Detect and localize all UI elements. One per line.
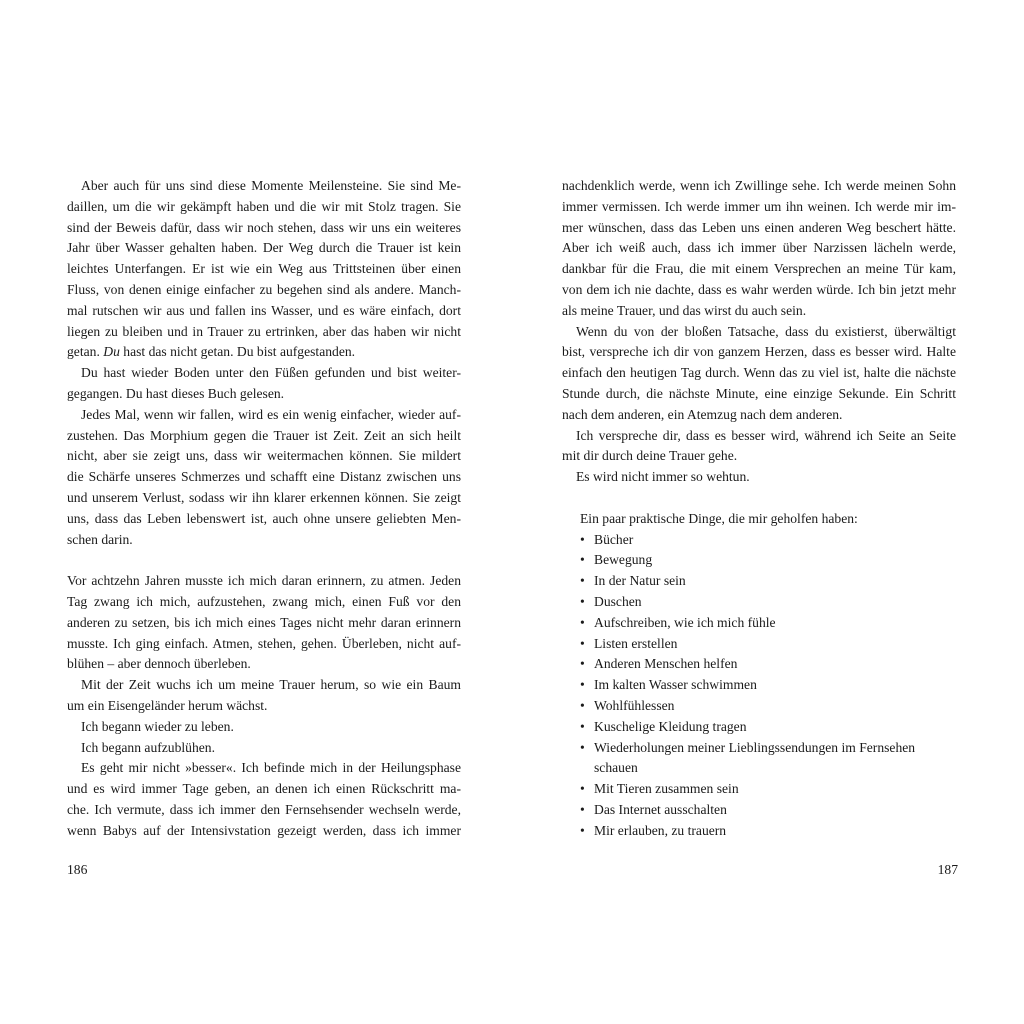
text-line: Stunde durch, die nächste Minute, eine einzige Sekunde. Ein Schritt (562, 385, 956, 401)
list-item-text: Das Internet ausschalten (594, 801, 727, 817)
helpful-things-list (562, 530, 956, 842)
text-line-emphasis (67, 342, 461, 363)
text-line: wenn Babys auf der Intensivstation gezeigt werden, dass ich immer (67, 822, 461, 838)
page-number-right: 187 (937, 862, 958, 877)
list-item (562, 779, 956, 800)
text-line: Ich verspreche dir, dass es besser wird, während ich Seite an Seite (576, 427, 956, 443)
text-line: Ich begann wieder zu leben. (81, 718, 234, 734)
text-line: nachdenklich werde, wenn ich Zwillinge sehe. Ich werde meinen Sohn (562, 178, 956, 193)
bullet-icon: • (580, 635, 585, 651)
left-page (67, 176, 461, 842)
list-item-text: Aufschreiben, wie ich mich fühle (594, 614, 776, 630)
list-item (562, 613, 956, 634)
text-line: zustehen. Das Morphium gegen die Trauer ist Zeit. Zeit an sich heilt (67, 427, 461, 443)
text-line: einfach den heutigen Tag durch. Wenn das zu viel ist, halte die nächste (562, 365, 956, 381)
list-item-text: Duschen (594, 593, 642, 609)
text-line: Aber ich weiß auch, dass ich immer über Narzissen lächeln werde, (562, 240, 956, 256)
text-line: Vor achtzehn Jahren musste ich mich daran erinnern, zu atmen. Jeden (67, 573, 461, 589)
text-line: che. Ich vermute, dass ich immer den Fernsehsender wechseln werde, (67, 801, 461, 817)
text-line: nicht, aber sie zeigt uns, dass wir weitermachen können. Sie mildert (67, 448, 461, 464)
text-line: Wenn du von der bloßen Tatsache, dass du existierst, überwältigt (576, 323, 956, 339)
text-line: Es wird nicht immer so wehtun. (576, 469, 750, 485)
text-line: Tag zwang ich mich, aufzustehen, zwang mich, einen Fuß vor den (67, 593, 461, 609)
bullet-icon: • (580, 614, 585, 630)
right-page (562, 176, 956, 842)
text-line: um ein Eisengeländer herum wächst. (67, 697, 268, 713)
bullet-icon: • (580, 801, 585, 817)
text-line: daillen, um die wir gekämpft haben und die wir mit Stolz tragen. Sie (67, 198, 461, 214)
text-line: die Schärfe unseres Schmerzes und schafft eine Distanz zwischen uns (67, 469, 461, 485)
list-item (562, 592, 956, 613)
text-line: liegen zu bleiben und in Trauer zu ertrinken, aber das haben wir nicht (67, 323, 461, 339)
list-item-text: Anderen Menschen helfen (594, 656, 738, 672)
text-line: uns, dass das Leben lebenswert ist, auch ohne unsere geliebten Men- (67, 510, 461, 526)
text-line: Fluss, von denen einige einfacher zu begehen sind als andere. Manch- (67, 281, 461, 297)
section-gap (67, 550, 461, 571)
list-item-text: Mit Tieren zusammen sein (594, 781, 739, 797)
text-line: immer vermissen. Ich werde immer um ihn weinen. Ich werde mir im- (562, 198, 956, 214)
bullet-icon: • (580, 531, 585, 547)
text-line: gegangen. Du hast dieses Buch gelesen. (67, 385, 285, 401)
text-line: musste. Ich ging einfach. Atmen, stehen, gehen. Überleben, nicht auf- (67, 635, 461, 651)
bullet-icon: • (580, 677, 585, 693)
text-line: Jahr über Wasser gehalten haben. Der Weg durch die Trauer ist kein (67, 240, 461, 256)
list-item-text: Mir erlauben, zu trauern (594, 822, 727, 838)
list-item (562, 530, 956, 551)
text-line: bist, verspreche ich dir von ganzem Herzen, dass es besser wird. Halte (562, 344, 956, 360)
list-item-text: Kuschelige Kleidung tragen (594, 718, 747, 734)
list-item-text: Wohlfühlessen (594, 697, 675, 713)
text-line: mit dir durch deine Trauer gehe. (562, 448, 738, 464)
text-line: schen darin. (67, 531, 133, 547)
list-item (562, 654, 956, 675)
text-line: und es wird immer Tage geben, an denen ich einen Rückschritt ma- (67, 781, 461, 797)
text-line: mer wünschen, dass das Leben uns einen anderen Weg beschert hätte. (562, 219, 956, 235)
text-line: sind der Beweis dafür, dass wir noch stehen, dass wir uns ein weiteres (67, 219, 461, 235)
list-item-text: In der Natur sein (594, 573, 686, 589)
list-item (562, 696, 956, 717)
text-line: leichtes Unterfangen. Er ist wie ein Weg aus Trittsteinen über einen (67, 261, 461, 277)
list-item (562, 675, 956, 696)
list-item-text: Im kalten Wasser schwimmen (594, 677, 757, 693)
text-line: Du hast wieder Boden unter den Füßen gefunden und bist weiter- (81, 365, 461, 381)
text-line: Aber auch für uns sind diese Momente Meilensteine. Sie sind Me- (81, 178, 461, 193)
text-line: Jedes Mal, wenn wir fallen, wird es ein wenig einfacher, wieder auf- (81, 406, 461, 422)
list-item (562, 571, 956, 592)
text-line: und unserem Verlust, sodass wir ihn klarer erkennen können. Sie zeigt (67, 489, 461, 505)
list-item-text: Bewegung (594, 552, 653, 568)
text-fragment: getan. (67, 344, 104, 360)
list-item (562, 800, 956, 821)
bullet-icon: • (580, 697, 585, 713)
page-number-left: 186 (67, 862, 88, 877)
bullet-icon: • (580, 573, 585, 589)
text-line: nach dem anderen, ein Atemzug nach dem anderen. (562, 406, 843, 422)
list-item (562, 550, 956, 571)
text-fragment: hast das nicht getan. Du bist aufgestanden. (119, 344, 356, 360)
italic-word: Du (103, 344, 120, 360)
list-item (562, 821, 956, 842)
list-item-text: Wiederholungen meiner Lieblingssendungen im Fernsehen schauen (594, 739, 916, 776)
list-item (562, 738, 956, 780)
list-item (562, 717, 956, 738)
bullet-icon: • (580, 739, 585, 755)
list-intro: Ein paar praktische Dinge, die mir geholfen haben: (580, 510, 858, 526)
bullet-icon: • (580, 593, 585, 609)
text-line: Mit der Zeit wuchs ich um meine Trauer herum, so wie ein Baum (81, 677, 461, 693)
text-line: Es geht mir nicht »besser«. Ich befinde mich in der Heilungsphase (81, 760, 461, 776)
bullet-icon: • (580, 552, 585, 568)
list-item (562, 634, 956, 655)
bullet-icon: • (580, 822, 585, 838)
bullet-icon: • (580, 718, 585, 734)
text-line: dankbar für die Frau, die mit einem Versprechen an meine Tür kam, (562, 261, 956, 277)
bullet-icon: • (580, 656, 585, 672)
section-gap (562, 488, 956, 509)
text-line: blühen – aber dennoch überleben. (67, 656, 251, 672)
list-item-text: Bücher (594, 531, 634, 547)
text-line: mal rutschen wir aus und fallen ins Wasser, und es wäre einfach, dort (67, 302, 461, 318)
text-line: Ich begann aufzublühen. (81, 739, 215, 755)
list-item-text: Listen erstellen (594, 635, 678, 651)
text-line: anderen zu setzen, bis ich mich eines Tages nicht mehr daran erinnern (67, 614, 461, 630)
text-line: als meine Trauer, und das wirst du auch sein. (562, 302, 807, 318)
text-line: von dem ich nie dachte, dass es wahr werden würde. Ich bin jetzt mehr (562, 281, 956, 297)
bullet-icon: • (580, 781, 585, 797)
